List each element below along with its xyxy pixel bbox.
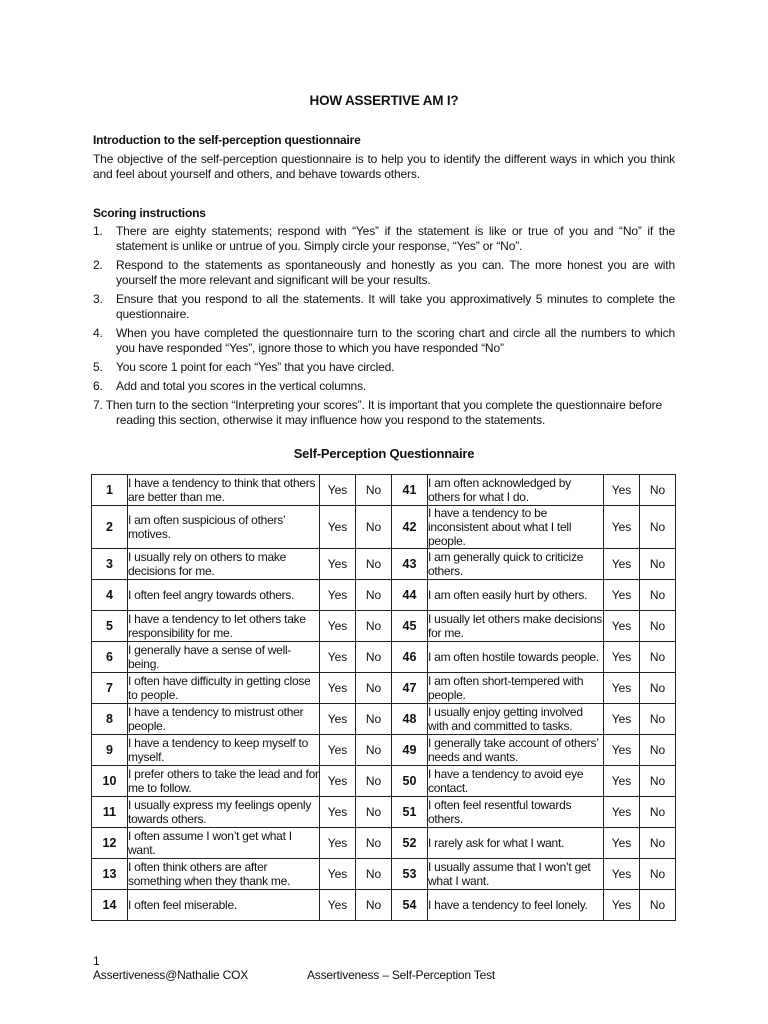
statement-text: I am often easily hurt by others. xyxy=(428,580,604,611)
yes-option[interactable]: Yes xyxy=(604,766,640,797)
statement-number: 43 xyxy=(392,549,428,580)
statement-number: 10 xyxy=(92,766,128,797)
table-row xyxy=(92,642,676,673)
no-option[interactable]: No xyxy=(356,611,392,642)
statement-number: 46 xyxy=(392,642,428,673)
yes-option[interactable]: Yes xyxy=(320,475,356,506)
statement-number: 50 xyxy=(392,766,428,797)
instruction-item xyxy=(93,258,675,288)
statement-text: I have a tendency to mistrust other people. xyxy=(128,704,320,735)
questionnaire-body xyxy=(92,475,676,921)
footer-author: Assertiveness@Nathalie COX xyxy=(93,968,249,982)
statement-text: I am often short-tempered with people. xyxy=(428,673,604,704)
no-option[interactable]: No xyxy=(640,890,676,921)
yes-option[interactable]: Yes xyxy=(320,506,356,549)
statement-text: I have a tendency to think that others are better than me. xyxy=(128,475,320,506)
instruction-text: Ensure that you respond to all the statements. It will take you approximatively 5 minutes to complete the questionnaire. xyxy=(116,292,675,321)
statement-text: I rarely ask for what I want. xyxy=(428,828,604,859)
statement-text: I have a tendency to avoid eye contact. xyxy=(428,766,604,797)
instruction-text: When you have completed the questionnaire turn to the scoring chart and circle all the numbers to which you have responded “Yes”, ignore those to which you have responded “No” xyxy=(116,326,675,355)
statement-number: 1 xyxy=(92,475,128,506)
instruction-item xyxy=(93,360,675,375)
statement-number: 52 xyxy=(392,828,428,859)
statement-number: 3 xyxy=(92,549,128,580)
statement-number: 11 xyxy=(92,797,128,828)
statement-number: 7 xyxy=(92,673,128,704)
yes-option[interactable]: Yes xyxy=(604,506,640,549)
yes-option[interactable]: Yes xyxy=(604,549,640,580)
scoring-instructions-list xyxy=(93,224,675,432)
no-option[interactable]: No xyxy=(640,797,676,828)
statement-number: 13 xyxy=(92,859,128,890)
statement-number: 42 xyxy=(392,506,428,549)
yes-option[interactable]: Yes xyxy=(320,642,356,673)
no-option[interactable]: No xyxy=(640,673,676,704)
statement-text: I often feel miserable. xyxy=(128,890,320,921)
yes-option[interactable]: Yes xyxy=(320,673,356,704)
statement-text: I am often acknowledged by others for what I do. xyxy=(428,475,604,506)
statement-number: 51 xyxy=(392,797,428,828)
table-row xyxy=(92,549,676,580)
statement-number: 48 xyxy=(392,704,428,735)
instruction-item xyxy=(93,292,675,322)
no-option[interactable]: No xyxy=(356,859,392,890)
table-row xyxy=(92,797,676,828)
instruction-number: 5. xyxy=(93,360,103,374)
instruction-number: 6. xyxy=(93,379,103,393)
no-option[interactable]: No xyxy=(640,859,676,890)
statement-text: I have a tendency to let others take responsibility for me. xyxy=(128,611,320,642)
statement-text: I generally take account of others’ needs and wants. xyxy=(428,735,604,766)
instruction-number: 2. xyxy=(93,258,103,272)
no-option[interactable]: No xyxy=(640,704,676,735)
no-option[interactable]: No xyxy=(356,766,392,797)
yes-option[interactable]: Yes xyxy=(320,735,356,766)
no-option[interactable]: No xyxy=(356,580,392,611)
yes-option[interactable]: Yes xyxy=(320,580,356,611)
no-option[interactable]: No xyxy=(356,797,392,828)
yes-option[interactable]: Yes xyxy=(604,642,640,673)
table-row xyxy=(92,475,676,506)
statement-number: 5 xyxy=(92,611,128,642)
no-option[interactable]: No xyxy=(356,549,392,580)
instruction-item xyxy=(93,224,675,254)
instruction-text: Respond to the statements as spontaneously and honestly as you can. The more honest you are with yourself the more relevant and significant will be your results. xyxy=(116,258,675,287)
no-option[interactable]: No xyxy=(640,828,676,859)
statement-text: I often assume I won’t get what I want. xyxy=(128,828,320,859)
no-option[interactable]: No xyxy=(640,642,676,673)
yes-option[interactable]: Yes xyxy=(604,611,640,642)
footer-document-title: Assertiveness – Self-Perception Test xyxy=(307,968,496,982)
statement-number: 53 xyxy=(392,859,428,890)
instruction-number: 3. xyxy=(93,292,103,306)
statement-number: 44 xyxy=(392,580,428,611)
table-row xyxy=(92,890,676,921)
intro-heading: Introduction to the self-perception questionnaire xyxy=(93,133,361,147)
statement-number: 14 xyxy=(92,890,128,921)
intro-text: The objective of the self-perception questionnaire is to help you to identify the different ways in which you think and feel about yourself and others, and behave towards others. xyxy=(93,152,675,181)
statement-text: I often feel angry towards others. xyxy=(128,580,320,611)
no-option[interactable]: No xyxy=(640,580,676,611)
statement-number: 45 xyxy=(392,611,428,642)
yes-option[interactable]: Yes xyxy=(320,890,356,921)
statement-text: I often think others are after something when they thank me. xyxy=(128,859,320,890)
instruction-text: There are eighty statements; respond with “Yes” if the statement is like or true of you and “No” if the statement is unlike or untrue of you. Simply circle your response, “Yes” or “No”. xyxy=(116,224,675,253)
yes-option[interactable]: Yes xyxy=(604,580,640,611)
instruction-item xyxy=(93,326,675,356)
instruction-number: 1. xyxy=(93,224,103,238)
table-row xyxy=(92,611,676,642)
yes-option[interactable]: Yes xyxy=(320,704,356,735)
yes-option[interactable]: Yes xyxy=(604,475,640,506)
statement-text: I have a tendency to be inconsistent about what I tell people. xyxy=(428,506,604,549)
no-option[interactable]: No xyxy=(356,642,392,673)
yes-option[interactable]: Yes xyxy=(320,828,356,859)
statement-text: I am often hostile towards people. xyxy=(428,642,604,673)
instruction-number: 4. xyxy=(93,326,103,340)
questionnaire-table xyxy=(91,474,676,921)
instruction-number: 7. xyxy=(93,398,103,412)
statement-number: 47 xyxy=(392,673,428,704)
yes-option[interactable]: Yes xyxy=(604,735,640,766)
statement-text: I usually enjoy getting involved with and committed to tasks. xyxy=(428,704,604,735)
statement-text: I am often suspicious of others’ motives. xyxy=(128,506,320,549)
no-option[interactable]: No xyxy=(640,766,676,797)
statement-text: I have a tendency to keep myself to myself. xyxy=(128,735,320,766)
statement-text: I often have difficulty in getting close to people. xyxy=(128,673,320,704)
page-number: 1 xyxy=(93,954,100,968)
instruction-text: You score 1 point for each “Yes” that you have circled. xyxy=(116,360,395,374)
statement-number: 12 xyxy=(92,828,128,859)
no-option[interactable]: No xyxy=(640,506,676,549)
no-option[interactable]: No xyxy=(356,735,392,766)
instruction-item xyxy=(93,379,675,394)
scoring-heading: Scoring instructions xyxy=(93,206,206,220)
table-row xyxy=(92,859,676,890)
statement-text: I usually rely on others to make decisions for me. xyxy=(128,549,320,580)
no-option[interactable]: No xyxy=(640,475,676,506)
yes-option[interactable]: Yes xyxy=(604,673,640,704)
statement-text: I usually let others make decisions for me. xyxy=(428,612,603,640)
yes-option[interactable]: Yes xyxy=(604,797,640,828)
instruction-text-continued: reading this section, otherwise it may influence how you respond to the statements. xyxy=(116,413,546,427)
yes-option[interactable]: Yes xyxy=(320,611,356,642)
no-option[interactable]: No xyxy=(356,890,392,921)
no-option[interactable]: No xyxy=(640,735,676,766)
yes-option[interactable]: Yes xyxy=(320,549,356,580)
statement-number: 9 xyxy=(92,735,128,766)
yes-option[interactable]: Yes xyxy=(320,859,356,890)
statement-number: 8 xyxy=(92,704,128,735)
table-row xyxy=(92,735,676,766)
table-row xyxy=(92,828,676,859)
statement-text: I often feel resentful towards others. xyxy=(428,797,604,828)
statement-text: I generally have a sense of well-being. xyxy=(128,642,320,673)
instruction-text: Add and total you scores in the vertical columns. xyxy=(116,379,367,393)
yes-option[interactable]: Yes xyxy=(604,704,640,735)
instruction-text: Then turn to the section “Interpreting your scores”. It is important that you complete the questionnaire before xyxy=(105,398,663,412)
yes-option[interactable]: Yes xyxy=(604,828,640,859)
statement-text: I usually assume that I won’t get what I want. xyxy=(428,859,604,890)
yes-option[interactable]: Yes xyxy=(320,766,356,797)
statement-text: I prefer others to take the lead and for me to follow. xyxy=(128,767,319,795)
no-option[interactable]: No xyxy=(356,475,392,506)
statement-number: 54 xyxy=(392,890,428,921)
page-title: HOW ASSERTIVE AM I? xyxy=(309,93,459,108)
table-row xyxy=(92,673,676,704)
statement-number: 6 xyxy=(92,642,128,673)
no-option[interactable]: No xyxy=(356,506,392,549)
table-row xyxy=(92,580,676,611)
yes-option[interactable]: Yes xyxy=(604,890,640,921)
statement-number: 4 xyxy=(92,580,128,611)
no-option[interactable]: No xyxy=(640,611,676,642)
questionnaire-title: Self-Perception Questionnaire xyxy=(293,446,475,461)
table-row xyxy=(92,704,676,735)
statement-text: I am generally quick to criticize others. xyxy=(428,549,604,580)
statement-number: 2 xyxy=(92,506,128,549)
instruction-item xyxy=(93,398,675,428)
statement-number: 49 xyxy=(392,735,428,766)
statement-text: I have a tendency to feel lonely. xyxy=(428,890,604,921)
no-option[interactable]: No xyxy=(640,549,676,580)
no-option[interactable]: No xyxy=(356,704,392,735)
no-option[interactable]: No xyxy=(356,828,392,859)
yes-option[interactable]: Yes xyxy=(604,859,640,890)
no-option[interactable]: No xyxy=(356,673,392,704)
yes-option[interactable]: Yes xyxy=(320,797,356,828)
statement-text: I usually express my feelings openly towards others. xyxy=(128,797,320,828)
statement-number: 41 xyxy=(392,475,428,506)
table-row xyxy=(92,506,676,549)
table-row xyxy=(92,766,676,797)
